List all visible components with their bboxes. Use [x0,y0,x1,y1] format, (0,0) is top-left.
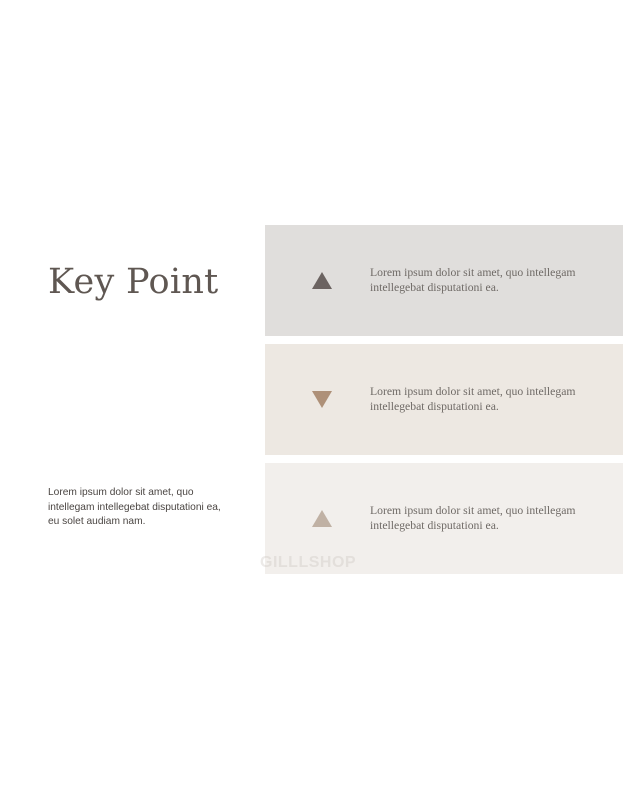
panel-text: Lorem ipsum dolor sit amet, quo intellegam intellegebat disputationi ea. [370,266,576,294]
side-description: Lorem ipsum dolor sit amet, quo intellegam intellegebat disputationi ea, eu solet audiam nam. [48,487,221,527]
triangle-up-icon [312,272,332,289]
panel-text: Lorem ipsum dolor sit amet, quo intellegam intellegebat disputationi ea. [370,504,576,532]
watermark: GILLLSHOP [260,554,357,571]
key-point-panel-2 [265,344,623,455]
key-point-panel-1 [265,225,623,336]
triangle-down-icon [312,391,332,408]
triangle-up-icon [312,510,332,527]
page-title: Key Point [48,262,219,302]
panel-text: Lorem ipsum dolor sit amet, quo intellegam intellegebat disputationi ea. [370,385,576,413]
